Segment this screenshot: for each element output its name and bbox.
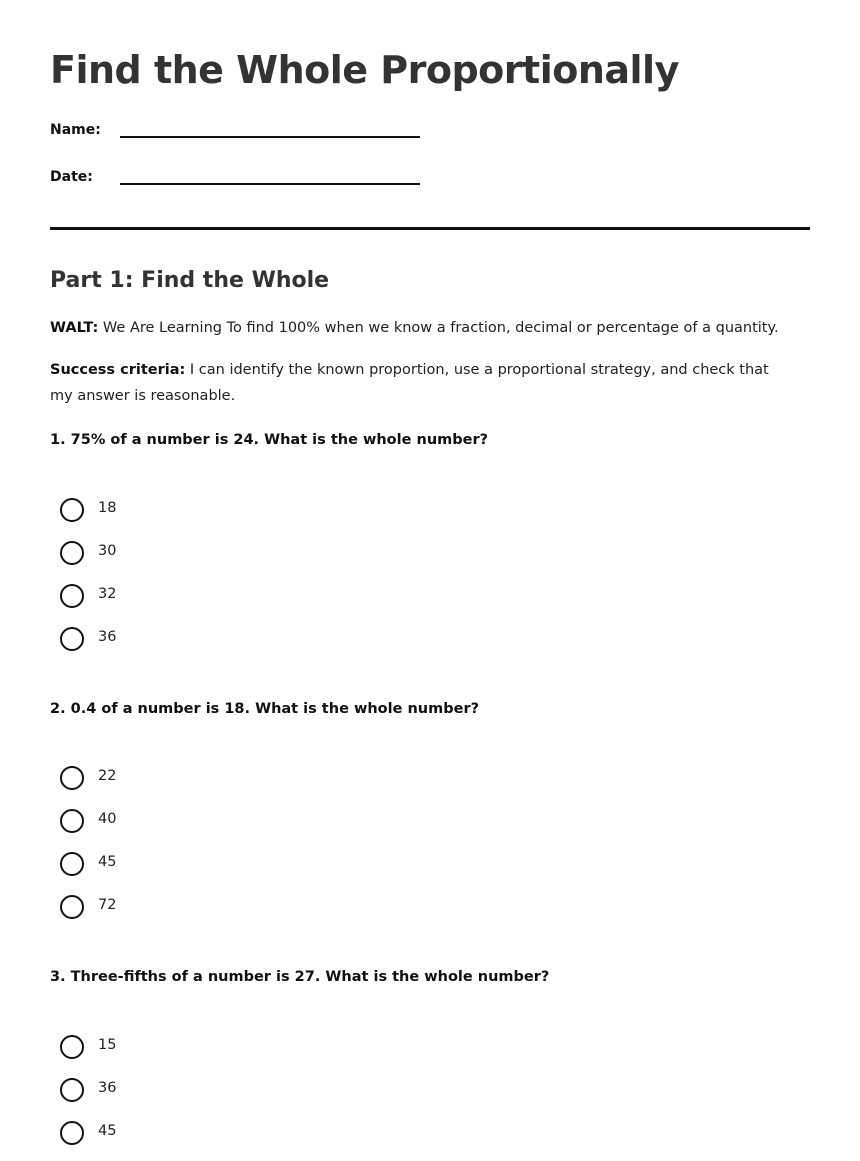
- date-label: Date:: [50, 169, 93, 185]
- option-label: 22: [98, 768, 117, 784]
- q1-option-1[interactable]: [60, 498, 260, 524]
- q3-option-3[interactable]: [60, 1121, 260, 1147]
- q2-option-1[interactable]: [60, 766, 260, 792]
- option-label: 15: [98, 1037, 117, 1053]
- date-field[interactable]: [50, 169, 470, 199]
- radio-button[interactable]: [60, 498, 84, 522]
- option-label: 45: [98, 1123, 117, 1139]
- q2-option-2[interactable]: [60, 809, 260, 835]
- walt-text: We Are Learning To find 100% when we know a fraction, decimal or percentage of a quantity.: [102, 320, 779, 336]
- name-input-line[interactable]: [120, 136, 420, 138]
- option-label: 30: [98, 543, 117, 559]
- option-label: 36: [98, 1080, 117, 1096]
- success-criteria-paragraph: [50, 357, 790, 409]
- radio-button[interactable]: [60, 541, 84, 565]
- success-criteria-label: Success criteria:: [50, 362, 186, 378]
- radio-button[interactable]: [60, 766, 84, 790]
- name-field[interactable]: [50, 122, 470, 152]
- radio-button[interactable]: [60, 852, 84, 876]
- option-label: 40: [98, 811, 117, 827]
- page-title: Find the Whole Proportionally: [50, 48, 679, 92]
- radio-button[interactable]: [60, 1121, 84, 1145]
- q2-option-3[interactable]: [60, 852, 260, 878]
- radio-button[interactable]: [60, 584, 84, 608]
- question-2: 2. 0.4 of a number is 18. What is the whole number?: [50, 701, 480, 717]
- radio-button[interactable]: [60, 895, 84, 919]
- q1-option-4[interactable]: [60, 627, 260, 653]
- question-1: 1. 75% of a number is 24. What is the whole number?: [50, 432, 489, 448]
- radio-button[interactable]: [60, 809, 84, 833]
- option-label: 72: [98, 897, 117, 913]
- radio-button[interactable]: [60, 1035, 84, 1059]
- option-label: 18: [98, 500, 117, 516]
- radio-button[interactable]: [60, 627, 84, 651]
- q3-option-1[interactable]: [60, 1035, 260, 1061]
- question-3: 3. Three-fifths of a number is 27. What is the whole number?: [50, 969, 550, 985]
- option-label: 36: [98, 629, 117, 645]
- option-label: 32: [98, 586, 117, 602]
- name-label: Name:: [50, 122, 101, 138]
- walt-label: WALT:: [50, 320, 99, 336]
- q1-option-3[interactable]: [60, 584, 260, 610]
- q1-option-2[interactable]: [60, 541, 260, 567]
- radio-button[interactable]: [60, 1078, 84, 1102]
- walt-paragraph: [50, 315, 790, 341]
- header-divider: [50, 227, 810, 230]
- q2-option-4[interactable]: [60, 895, 260, 921]
- date-input-line[interactable]: [120, 183, 420, 185]
- q3-option-2[interactable]: [60, 1078, 260, 1104]
- section-title: Part 1: Find the Whole: [50, 268, 330, 293]
- option-label: 45: [98, 854, 117, 870]
- success-criteria-text: I can identify the known proportion, use a proportional strategy, and check that my answer is reasonable.: [50, 362, 769, 404]
